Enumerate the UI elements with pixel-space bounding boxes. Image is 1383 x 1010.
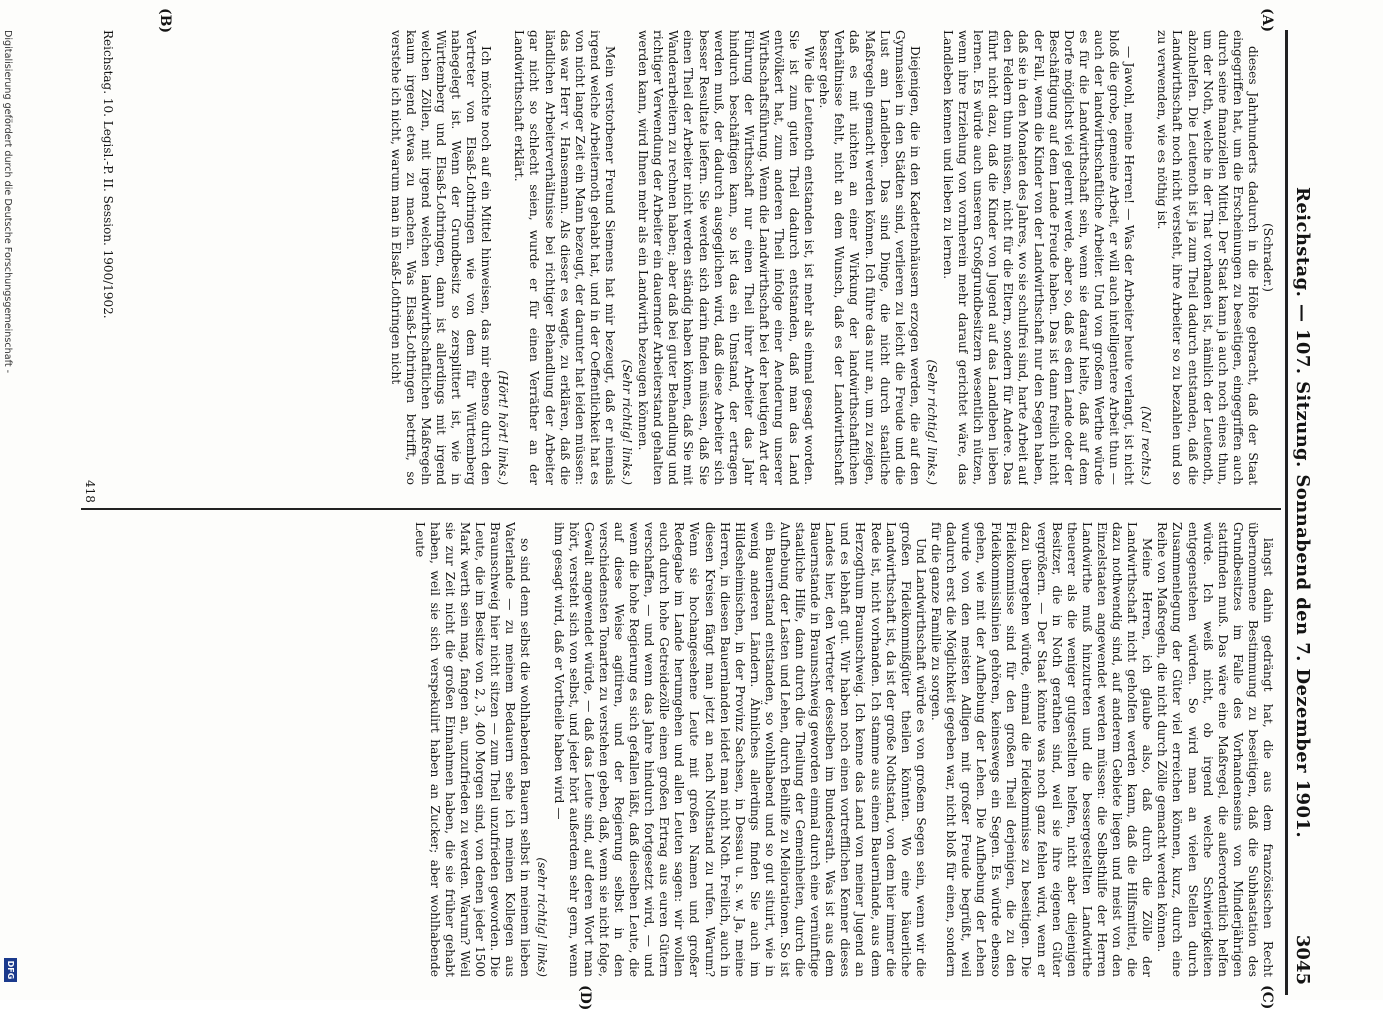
dfg-logo: DFG xyxy=(4,958,17,982)
page-title: Reichstag. — 107. Sitzung. Sonnabend den 7. Dezember 1901. xyxy=(1292,187,1313,838)
interjection: (Sehr richtig! links.) xyxy=(620,359,635,485)
header-rule xyxy=(1285,30,1288,995)
paragraph: längst dahin gedrängt hat, die aus dem französischen Recht übernommene Bestimmung zu beseitigen, daß die Subhastation des Grundbesitzes im Falle des Vorhandenseins von Minderjährigen stattfinden muß. Das wäre eine Maßregel, die außerordentlich helfen würde. Ich weiß nicht, ob irgend welche Schwierigkeiten entgegenstehen würden. So wird man an vielen Stellen durch Zusammenlegung der Güter viel erreichen können, kurz, durch eine Reihe von Maßregeln, die nicht durch Zölle gemacht werden können. xyxy=(1155,522,1275,977)
speaker-label: (Schrader.) xyxy=(1261,223,1275,292)
paragraph: so sind denn selbst die wohlhabenden Bauern selbst in meinem lieben Vaterlande — zu meinem Bedauern sehe ich meinen Kollegen aus Braunschweig hier nicht sitzen — zum Theil unzufrieden geworden. Die Leute, die im Besitze von 2, 3, 400 Morgen sind, von denen jeder 1500 Mark werth sein mag, fangen an, unzufrieden zu werden. Warum? Weil sie zur Zeit nicht die großen Einnahmen haben, die sie früher gehabt haben, weil sie sich verspekulirt haben an Zucker; aber wohlhabende Leute xyxy=(412,522,533,977)
column-divider xyxy=(81,508,1281,510)
paragraph: Ich möchte noch auf ein Mittel hinweisen, das mir ebenso durch den Vertreter von Elsaß-Lothringen wie von dem für Württemberg nahegelegt ist. Wenn der Grundbesitz so zersplittert ist, wie in Württemberg und Elsaß-Lothringen, dann ist allerdings mit irgend welchen Zöllen, mit irgend welchen landwirthschaftlichen Maßregeln kaum irgend etwas zu machen. Was Elsaß-Lothringen betrifft, so verstehe ich nicht, warum man in Elsaß-Lothringen nicht xyxy=(388,30,494,485)
paragraph: dieses Jahrhunderts dadurch in die Höhe gebracht, daß der Staat eingegriffen hat, um die Erscheinungen zu beseitigen, eingegriffen auch durch seine finanziellen Mittel. Der Staat kann ja auch noch eines thun, um der Noth, welche in der That vorhanden ist, nämlich der Leutenoth, abzuhelfen. Die Leutenoth ist ja zum Theil dadurch entstanden, daß die Landwirthschaft noch nicht versteht, ihre Arbeiter so zu bezahlen und so zu verwenden, wie es nöthig ist. xyxy=(1155,30,1260,485)
margin-mark-d: (D) xyxy=(577,985,593,1010)
margin-mark-b: (B) xyxy=(157,8,173,34)
paragraph: Mein verstorbener Freund Siemens hat mir bezeugt, daß er niemals irgend welche Arbeiternoth gehabt hat, und in der Oeffentlichkeit hat es von nicht langer Zeit ein Mann bezeugt, der darunter hat leiden müssen: das war Herr v. Hansemann. Als dieser es wagte, zu erklären, daß die ländlichen Arbeiterverhältnisse bei richtiger Behandlung der Arbeiter gar nicht so schlecht seien, wurde er für einen Verräther an der Landwirthschaft erklärt. xyxy=(512,30,617,485)
margin-mark-c: (C) xyxy=(1259,985,1275,1010)
paragraph: Meine Herren, ich glaube also, daß durch die Zölle der Landwirthschaft nicht geholfen werden kann, daß die Hilfsmittel, die dazu nothwendig sind, auf anderem Gebiete liegen und meist von den Einzelstaaten angewendet werden müssen: die Selbsthilfe der Herren Landwirthe muß hinzutreten und die bessergestellten Landwirthe theuerer als die weniger gutgestellten helfen, nicht aber diejenigen Besitzer, die in Noth gerathen sind, weil sie ihre eigenen Güter vergrößern. — Der Staat könnte was noch ganz fehlen wird, wenn er dazu übergehen würde, einmal die Fideikommisse zu beseitigen. Die Fideikommisse sind für den großen Theil derjenigen, die zu den Fideikommisslinien gehören, keineswegs ein Segen. Es würde ebenso gehen, wie mit der Aufhebung der Lehen. Die Aufhebung der Lehen wurde von den meisten Adligen mit großer Freude begrüßt, weil dadurch erst die Möglichkeit gegeben war, nicht bloß für einen, sondern für die ganze Familie zu sorgen. xyxy=(928,522,1155,977)
interjection: (Na! rechts.) xyxy=(1139,406,1154,485)
paragraph: Diejenigen, die in den Kadettenhäusern erzogen werden, die auf den Gymnasien in den Städten sind, verlieren zu leicht die Freude und die Lust am Landleben. Das sind Dinge, die nicht durch staatliche Maßregeln gemacht werden können. Ich führe das nur an, um zu zeigen, daß es mit nichten an einer Wirkung der landwirthschaftlichen Verhältnisse fehlt, nicht an dem Wunsch, daß es der Landwirthschaft besser gehe. xyxy=(817,30,922,485)
page-number-top: 3045 xyxy=(1292,934,1313,985)
interjection: (sehr richtig! links) xyxy=(535,857,550,977)
interjection: (Hört! hört! links.) xyxy=(496,370,511,485)
digitization-credit: Digitalisierung gefördert durch die Deutsche Forschungsgemeinschaft - xyxy=(2,30,13,374)
paragraph: — Jawohl, meine Herren! — Was der Arbeiter heute verlangt, ist nicht bloß die grobe, gemeine Arbeit, er will auch intelligentere Arbeit thun — auch der landwirthschaftliche Arbeiter. Und von großem Werthe würde es für die Landwirthschaft sein, wenn sie darauf hielte, daß auf dem Dorfe möglichst viel gelernt werde, aber so, daß es dem Lande oder der Beschäftigung auf dem Lande Freude haben. Das ist dann freilich nicht der Fall, wenn die Kinder von der Landwirthschaft nur den Segen haben, daß sie in den Monaten des Jahres, wo sie schulfrei sind, harte Arbeit auf den Feldern thun müssen, nicht für die Eltern, sondern für Andere. Das führt nicht dazu, daß die Kinder von Jugend auf das Landleben lieben lernen. Es würde auch unseren Großgrundbesitzern wesentlich nützen, wenn ihre Erziehung von vornherein mehr darauf gerichtet wäre, das Landleben kennen und lieben zu lernen. xyxy=(941,30,1137,485)
right-text-column xyxy=(125,522,1275,977)
paragraph: Wie die Leutenoth entstanden ist, ist mehr als einmal gesagt worden. Sie ist zum guten Theil dadurch entstanden, daß man das Land entvölkert hat, zum anderen Theil infolge einer Aenderung unserer Wirthschaftsführung. Wenn die Landwirthschaft bei der heutigen Art der Führung der Wirthschaft nur einen Theil ihrer Arbeiter das Jahr hindurch beschäftigen kann, so ist das ein Umstand, der ertragen werden muß, der dadurch ausgeglichen wird, daß diese Arbeiter sich besser Resultate liefern. Sie werden sich darin finden müssen, daß Sie einen Theil der Arbeiter nicht werden ständig haben können, daß Sie mit Wanderarbeitern zu rechnen haben; aber daß bei guter Behandlung und richtiger Verwendung der Arbeiter ein dauernder Arbeiterstand gehalten werden kann, wird Ihnen mehr als ein Landwirth bezeugen können. xyxy=(636,30,817,485)
margin-mark-a: (A) xyxy=(1259,8,1275,33)
left-text-column xyxy=(125,30,1275,485)
interjection: (Sehr richtig! links.) xyxy=(924,359,939,485)
page-number-bottom: 418 xyxy=(83,480,97,503)
paragraph: Und Landwirthschaft würde es von großem Segen sein, wenn wir die großen Fideikommißgüter theilen könnten. Wo eine bäuerliche Landwirthschaft ist, da ist der große Nothstand, von dem hier immer die Rede ist, nicht vorhanden. Ich stamme aus einem Bauernlande, aus dem Herzogthum Braunschweig. Ich kenne das Land von meiner Jugend an und es lebhaft gut. Wir haben noch einen vortrefflichen Kenner dieses Landes hier, den Vertreter desselben im Bundesrath. Was ist aus dem Bauernstande in Braunschweig geworden einmal durch eine vernünftige staatliche Hilfe, dann durch die Theilung der Gemeinheiten, durch die Aufhebung der Lasten und Lehen, durch Beihilfe zu Meliorationen. So ist ein Bauernstand entstanden, so wohlhabend und so gut situirt, wie in wenig anderen Ländern. Ähnliches allerdings finden Sie auch im Hildesheimischen, in der Provinz Sachsen, in Dessau u. s. w. Ja, meine Herren, in diesen Bauernlanden leidet man nicht Noth. Freilich, auch in diesen Kreisen fängt man jetzt an nach Nothstand zu rufen. Warum? Wenn sie hochangesehene Leute mit großen Namen und großer Redegabe im Lande herumgehen und allen Leuten sagen: wir wollen euch durch hohe Getreidezölle einen großen Ertrag aus euren Gütern verschaffen, — und wenn das Jahre hindurch fortgesetzt wird, — und wenn die hohe Regierung es sich gefallen läßt, daß dieselben Leute, die auf diese Weise agitiren, und der Regierung selbst in den verschiedensten Tonarten zu verstehen geben, daß, wenn sie nicht folge, Gewalt angewendet würde, — daß das Leute sind, auf deren Wort man hört, versteht sich von selbst, und jeder hört außerdem sehr gern, wenn ihm gesagt wird, daß er Vortheile haben wird — xyxy=(551,522,928,977)
page-header xyxy=(1285,30,1313,995)
page-footer: Reichstag. 10. Legisl.-P. II. Session. 1900/1902. xyxy=(101,30,115,319)
